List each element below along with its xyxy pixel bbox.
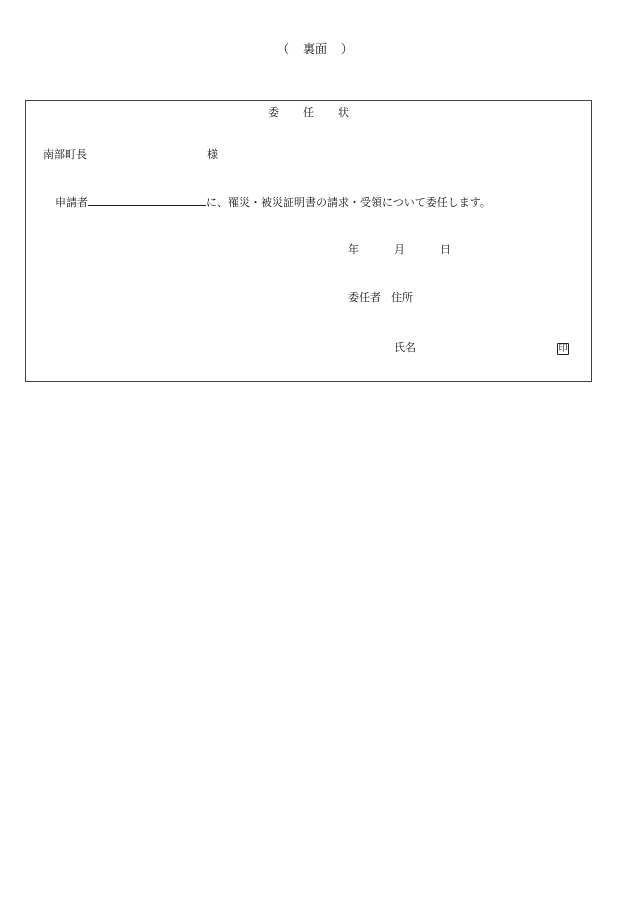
- title-char-2: 任: [303, 106, 314, 119]
- seal-icon: [557, 341, 569, 355]
- applicant-label: 申請者: [55, 196, 88, 209]
- address-label: 住所: [391, 291, 413, 304]
- power-of-attorney-form: [25, 100, 592, 382]
- heading-open-paren: （: [276, 42, 289, 56]
- date-month-label: 月: [394, 243, 405, 256]
- page-heading: [0, 40, 630, 57]
- delegation-statement: [55, 194, 491, 210]
- title-char-3: 状: [338, 106, 349, 119]
- seal-mark: 印: [558, 344, 568, 354]
- date-line: [348, 243, 451, 257]
- heading-text: 裏面: [302, 42, 327, 56]
- date-year-label: 年: [348, 243, 359, 256]
- delegation-text: に、罹災・被災証明書の請求・受領について委任します。: [206, 196, 491, 209]
- name-label: 氏名: [394, 341, 416, 354]
- title-char-1: 委: [268, 106, 279, 119]
- honorific: 様: [207, 148, 218, 161]
- date-day-label: 日: [440, 243, 451, 256]
- delegator-address-row: [348, 291, 413, 305]
- addressee: 南部町長: [43, 148, 87, 161]
- heading-close-paren: ）: [341, 42, 354, 56]
- delegator-label: 委任者: [348, 291, 381, 304]
- form-title: [26, 106, 591, 120]
- applicant-name-field[interactable]: [88, 194, 206, 206]
